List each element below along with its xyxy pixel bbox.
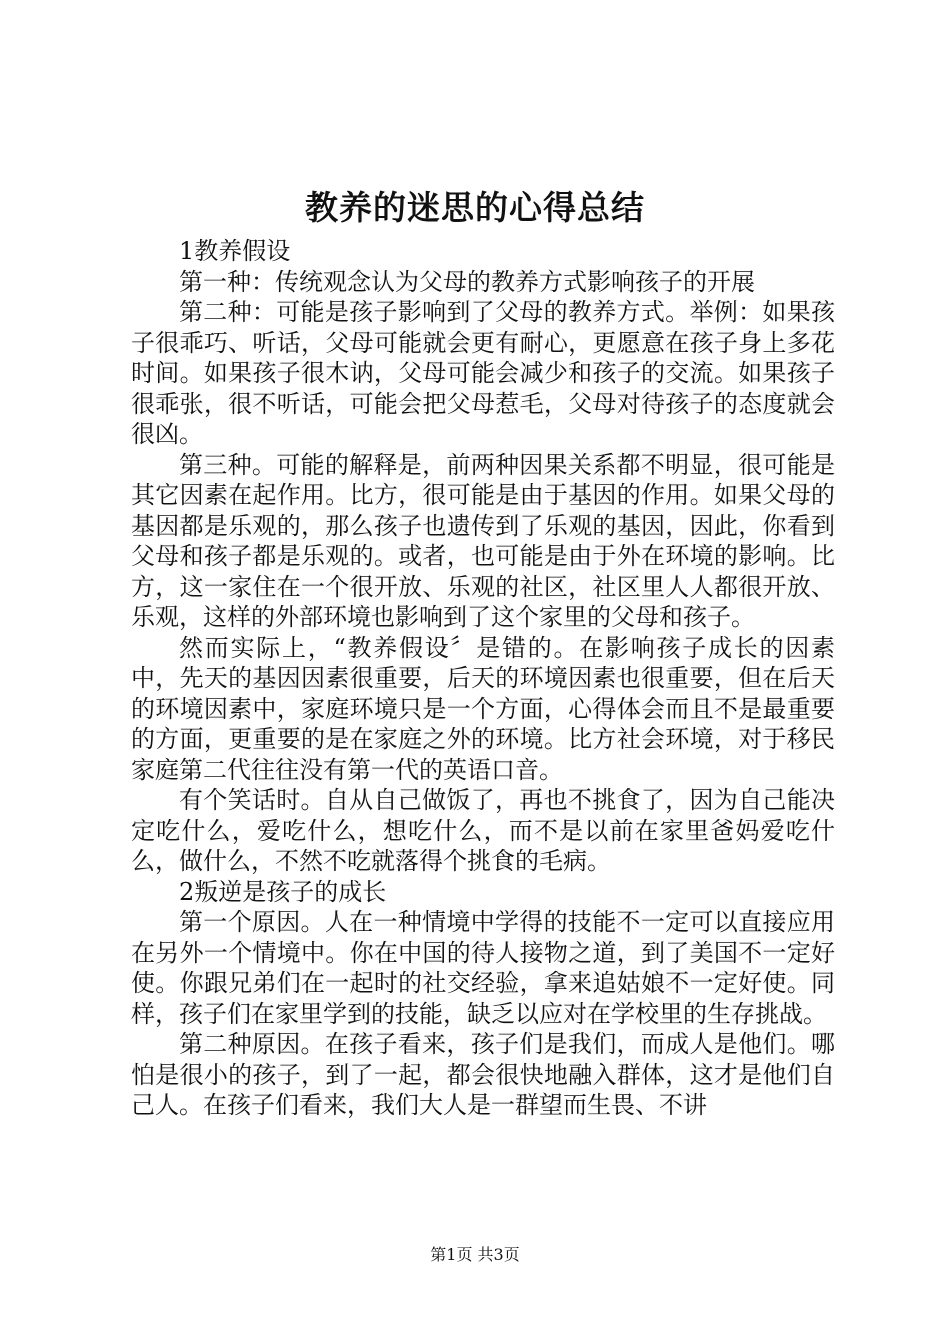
paragraph: 第一种：传统观念认为父母的教养方式影响孩子的开展 bbox=[179, 267, 755, 296]
paragraph: 有个笑话时。自从自己做饭了，再也不挑食了，因为自己能决定吃什么，爱吃什么，想吃什么，而不是以前在家里爸妈爱吃什么，做什么，不然不吃就落得个挑食的毛病。 bbox=[131, 786, 835, 875]
paragraph-heading-1: 1教养假设 bbox=[179, 237, 291, 265]
paragraph-heading-2: 2叛逆是孩子的成长 bbox=[179, 877, 387, 906]
page-number-footer: 第1页 共3页 bbox=[430, 1245, 520, 1264]
paragraph: 然而实际上，“教养假设〞是错的。在影响孩子成长的因素中，先天的基因因素很重要，后天的环境因素也很重要，但在后天的环境因素中，家庭环境只是一个方面，心得体会而且不是最重要的方面，更重要的是在家庭之外的环境。比方社会环境，对于移民家庭第二代往往没有第一代的英语口音。 bbox=[131, 633, 835, 784]
document-title: 教养的迷思的心得总结 bbox=[305, 188, 645, 227]
paragraph: 第三种。可能的解释是，前两种因果关系都不明显，很可能是其它因素在起作用。比方，很可能是由于基因的作用。如果父母的基因都是乐观的，那么孩子也遗传到了乐观的基因，因此，你看到父母和孩子都是乐观的。或者，也可能是由于外在环境的影响。比方，这一家住在一个很开放、乐观的社区，社区里人人都很开放、乐观，这样的外部环境也影响到了这个家里的父母和孩子。 bbox=[131, 450, 835, 631]
paragraph: 第二种原因。在孩子看来，孩子们是我们，而成人是他们。哪怕是很小的孩子，到了一起，都会很快地融入群体，这才是他们自己人。在孩子们看来，我们大人是一群望而生畏、不讲 bbox=[131, 1030, 835, 1119]
paragraph: 第一个原因。人在一种情境中学得的技能不一定可以直接应用在另外一个情境中。你在中国的待人接物之道，到了美国不一定好使。你跟兄弟们在一起时的社交经验，拿来追姑娘不一定好使。同样，孩子们在家里学到的技能，缺乏以应对在学校里的生存挑战。 bbox=[131, 908, 835, 1028]
document-body bbox=[131, 236, 835, 1121]
paragraph: 第二种：可能是孩子影响到了父母的教养方式。举例：如果孩子很乖巧、听话，父母可能就会更有耐心，更愿意在孩子身上多花时间。如果孩子很木讷，父母可能会减少和孩子的交流。如果孩子很乖张，很不听话，可能会把父母惹毛，父母对待孩子的态度就会很凶。 bbox=[131, 298, 835, 448]
